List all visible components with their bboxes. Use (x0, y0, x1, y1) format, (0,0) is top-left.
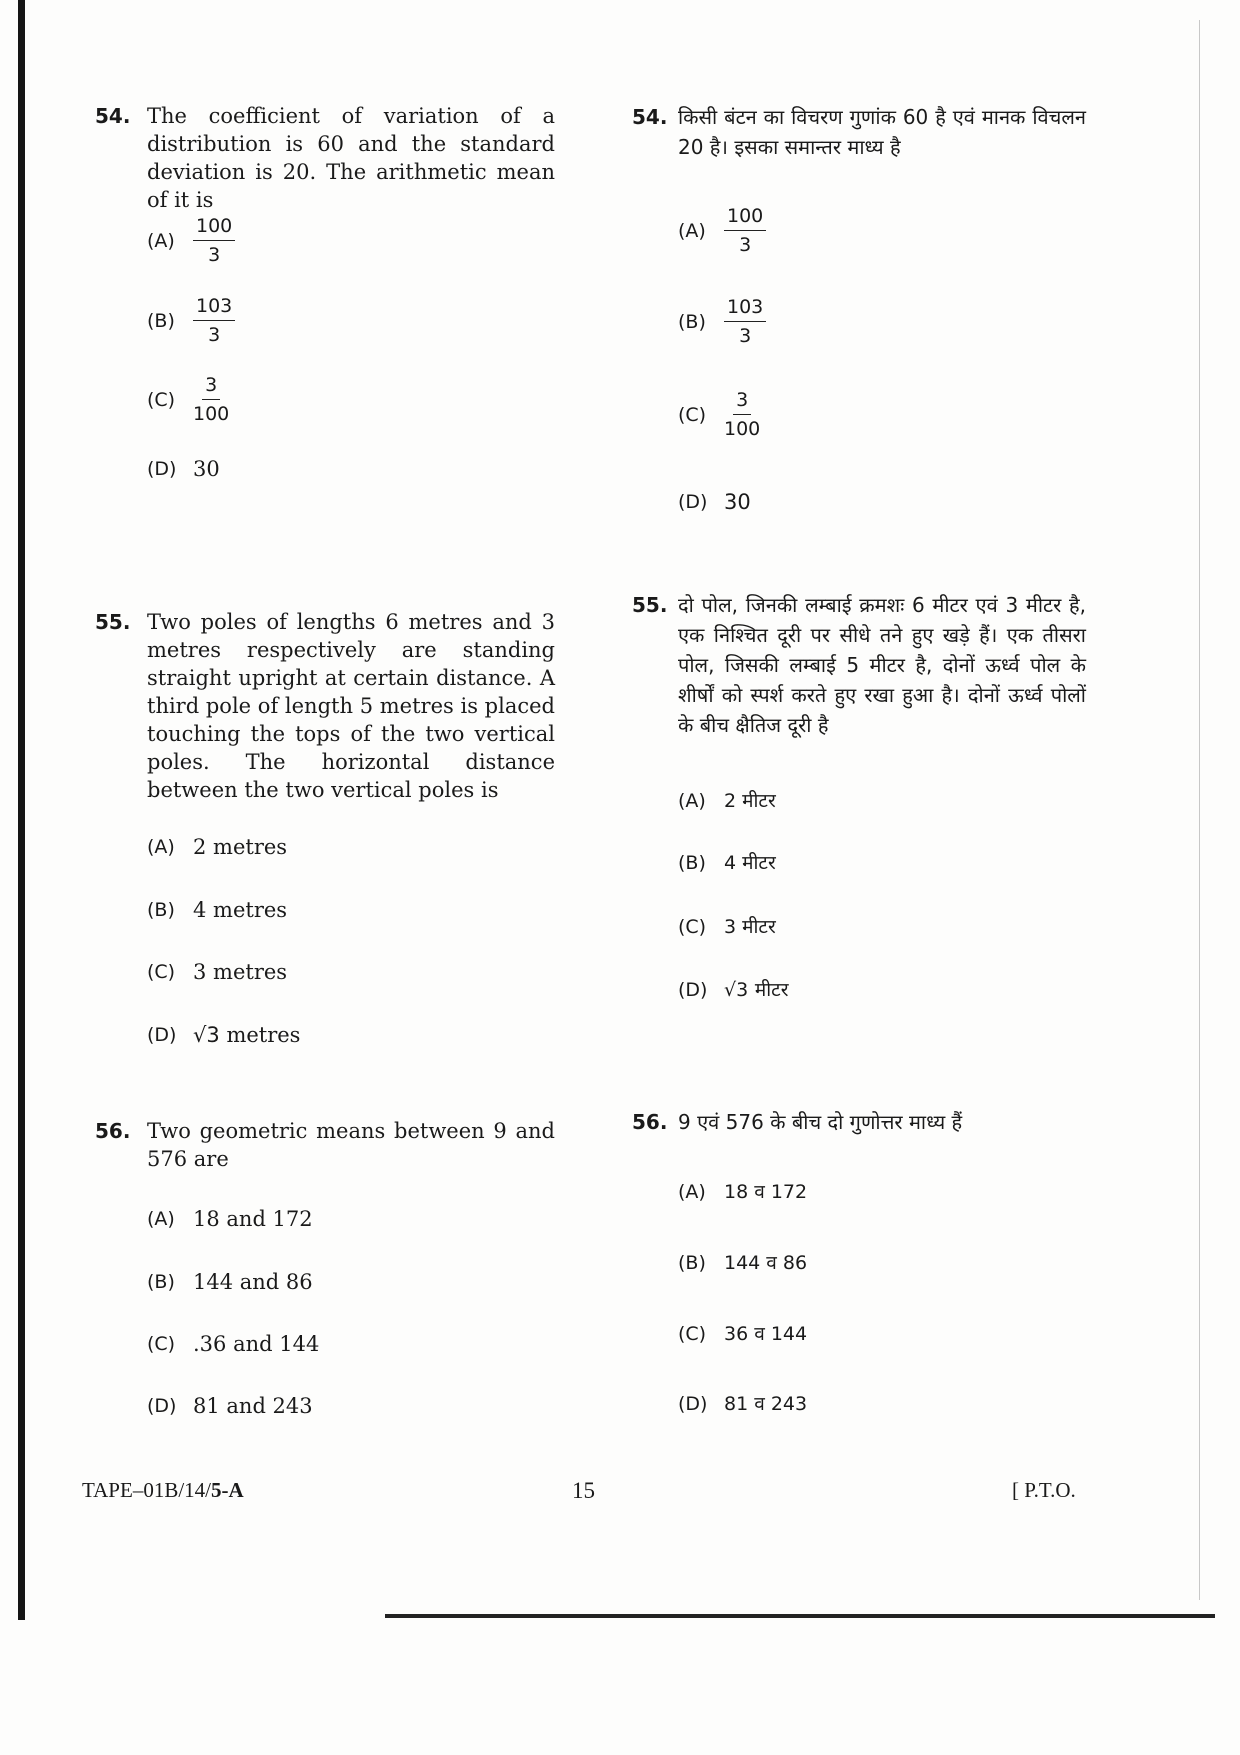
option-b[interactable]: (B) 144 व 86 (678, 1252, 808, 1274)
question-number: 55. (95, 610, 131, 634)
option-a[interactable]: (A) $\frac{100}{3}$ (147, 214, 235, 267)
question-number: 54. (632, 105, 668, 129)
fraction: $\frac{3}{100}$ (193, 374, 230, 425)
fraction: $\frac{100}{3}$ (724, 204, 766, 257)
scan-binding-edge (18, 0, 25, 1620)
question-text: Two geometric means between 9 and 576 are (147, 1119, 555, 1171)
fraction: $\frac{3}{100}$ (724, 389, 761, 440)
fraction: $\frac{100}{3}$ (193, 214, 235, 267)
please-turn-over: [ P.T.O. (1012, 1478, 1076, 1502)
option-c[interactable]: (C) 36 व 144 (678, 1323, 808, 1345)
option-c[interactable]: (C) .36 and 144 (147, 1332, 320, 1356)
option-d[interactable]: (D) 81 and 243 (147, 1394, 313, 1418)
fraction: $\frac{103}{3}$ (193, 294, 235, 347)
question-number: 55. (632, 593, 668, 617)
option-d[interactable]: (D) 30 (678, 490, 751, 514)
question-text: दो पोल, जिनकी लम्बाई क्रमशः 6 मीटर एवं 3 मीटर है, एक निश्चित दूरी पर सीधे तने हुए खड़े हैं। एक तीसरा पोल, जिसकी लम्बाई 5 मीटर है, दोनों ऊर्ध्व पोल के शीर्षों को स्पर्श करते हुए रखा हुआ है। दोनों ऊर्ध्व पोलों के बीच क्षैतिज दूरी है (678, 593, 1086, 737)
option-a[interactable]: (A) 2 metres (147, 835, 288, 859)
option-c[interactable]: (C) 3 metres (147, 960, 288, 984)
question-text: किसी बंटन का विचरण गुणांक 60 है एवं मानक विचलन 20 है। इसका समान्तर माध्य है (678, 105, 1086, 159)
option-d[interactable]: (D) 30 (147, 457, 220, 481)
option-d[interactable]: (D) √3 metres (147, 1023, 301, 1047)
option-b[interactable]: (B) 144 and 86 (147, 1270, 313, 1294)
scan-bottom-edge (385, 1614, 1215, 1618)
question-text: The coefficient of variation of a distribution is 60 and the standard deviation is 20. The arithmetic mean of it is (147, 104, 555, 212)
question-text: 9 एवं 576 के बीच दो गुणोत्तर माध्य हैं (678, 1110, 963, 1134)
question-text: Two poles of lengths 6 metres and 3 metres respectively are standing straight upright at certain distance. A third pole of length 5 metres is placed touching the tops of the two vertical poles. The horizontal distance between the two vertical poles is (147, 610, 555, 802)
option-b[interactable]: (B) 4 मीटर (678, 852, 776, 874)
option-a[interactable]: (A) 2 मीटर (678, 790, 776, 812)
sqrt-three: √3 (193, 1023, 220, 1047)
option-b[interactable]: (B) 4 metres (147, 898, 288, 922)
paper-code: TAPE–01B/14/5-A (82, 1478, 244, 1502)
option-b[interactable]: (B) $\frac{103}{3}$ (678, 295, 766, 348)
sqrt-three: √3 (724, 979, 749, 1001)
question-number: 56. (632, 1110, 668, 1134)
question-number: 54. (95, 104, 131, 128)
option-a[interactable]: (A) 18 and 172 (147, 1207, 313, 1231)
option-a[interactable]: (A) $\frac{100}{3}$ (678, 204, 766, 257)
option-d[interactable]: (D) √3 मीटर (678, 975, 789, 1005)
option-a[interactable]: (A) 18 व 172 (678, 1181, 808, 1203)
question-number: 56. (95, 1119, 131, 1143)
option-c[interactable]: (C) 3 मीटर (678, 916, 776, 938)
page-number: 15 (572, 1478, 595, 1503)
fraction: $\frac{103}{3}$ (724, 295, 766, 348)
option-b[interactable]: (B) $\frac{103}{3}$ (147, 294, 235, 347)
option-c[interactable]: (C) $\frac{3}{100}$ (678, 389, 761, 440)
scan-right-edge (1199, 20, 1200, 1600)
option-c[interactable]: (C) $\frac{3}{100}$ (147, 374, 230, 425)
option-d[interactable]: (D) 81 व 243 (678, 1393, 808, 1415)
